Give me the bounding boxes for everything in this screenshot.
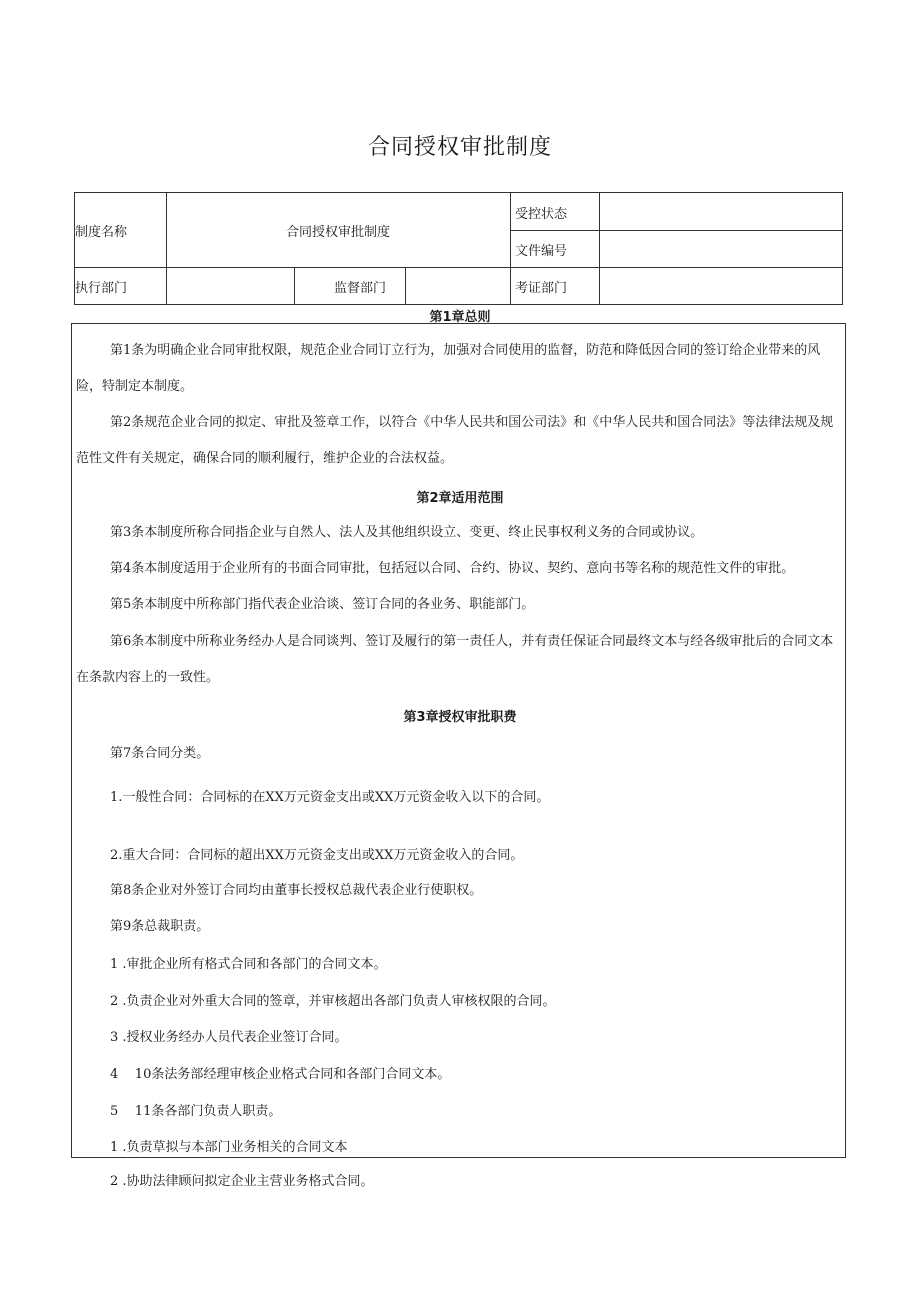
page-title: 合同授权审批制度 — [367, 135, 552, 160]
article-9-item-2: 2 .负责企业对外重大合同的签章，并审核超出各部门负责人审核权限的合同。 — [110, 994, 556, 1009]
label-file-number: 文件编号 — [515, 244, 568, 259]
article-6: 第6条本制度中所称业务经办人是合同谈判、签订及履行的第一责任人，并有责任保证合同最终文本与经各级审批后的合同文本在条款内容上的一致性。 — [76, 634, 834, 685]
chapter-heading: 第1章总则 — [429, 310, 491, 325]
article-7-item-2: 2.重大合同：合同标的超出XX万元资金支出或XX万元资金收入的合同。 — [110, 848, 524, 863]
article-3: 第3条本制度所称合同指企业与自然人、法人及其他组织设立、变更、终止民事权利义务的合同或协议。 — [110, 525, 704, 540]
chapter-heading: 第3章授权审批职费 — [403, 710, 517, 725]
article-1: 第1条为明确企业合同审批权限，规范企业合同订立行为，加强对合同使用的监督，防范和降低因合同的签订给企业带来的风险，特制定本制度。 — [76, 343, 821, 394]
article-9-item-1: 1 .审批企业所有格式合同和各部门的合同文本。 — [110, 957, 387, 972]
article-7-item-1: 1.一般性合同：合同标的在XX万元资金支出或XX万元资金收入以下的合同。 — [110, 790, 550, 805]
header-table — [74, 192, 843, 305]
label-supervise-dept: 监督部门 — [334, 281, 387, 296]
article-4: 第4条本制度适用于企业所有的书面合同审批，包括冠以合同、合约、协议、契约、意向书等名称的规范性文件的审批。 — [110, 561, 795, 576]
label-exec-dept: 执行部门 — [75, 281, 128, 296]
label-verify-dept: 考证部门 — [515, 281, 568, 296]
article-11-item-2: 2 .协助法律顾问拟定企业主营业务格式合同。 — [110, 1174, 374, 1189]
article-8: 第8条企业对外签订合同均由董事长授权总裁代表企业行使职权。 — [110, 883, 483, 898]
article-2: 第2条规范企业合同的拟定、审批及签章工作，以符合《中华人民共和国公司法》和《中华人民共和国合同法》等法律法规及规范性文件有关规定，确保合同的顺利履行，维护企业的合法权益。 — [76, 415, 834, 466]
article-9-item-3: 3 .授权业务经办人员代表企业签订合同。 — [110, 1030, 348, 1045]
article-11-item-1: 1 .负责草拟与本部门业务相关的合同文本 — [110, 1140, 348, 1155]
label-policy-name: 制度名称 — [75, 225, 128, 240]
chapter-heading: 第2章适用范围 — [416, 491, 504, 506]
label-control-status: 受控状态 — [515, 207, 568, 222]
value-policy-name: 合同授权审批制度 — [285, 225, 390, 240]
article-5: 第5条本制度中所称部门指代表企业洽谈、签订合同的各业务、职能部门。 — [110, 597, 535, 612]
article-10: 4 10条法务部经理审核企业格式合同和各部门合同文本。 — [110, 1067, 451, 1082]
article-11: 5 11条各部门负责人职责。 — [110, 1104, 282, 1119]
article-7: 第7条合同分类。 — [110, 746, 210, 761]
article-9: 第9条总裁职责。 — [110, 919, 210, 934]
